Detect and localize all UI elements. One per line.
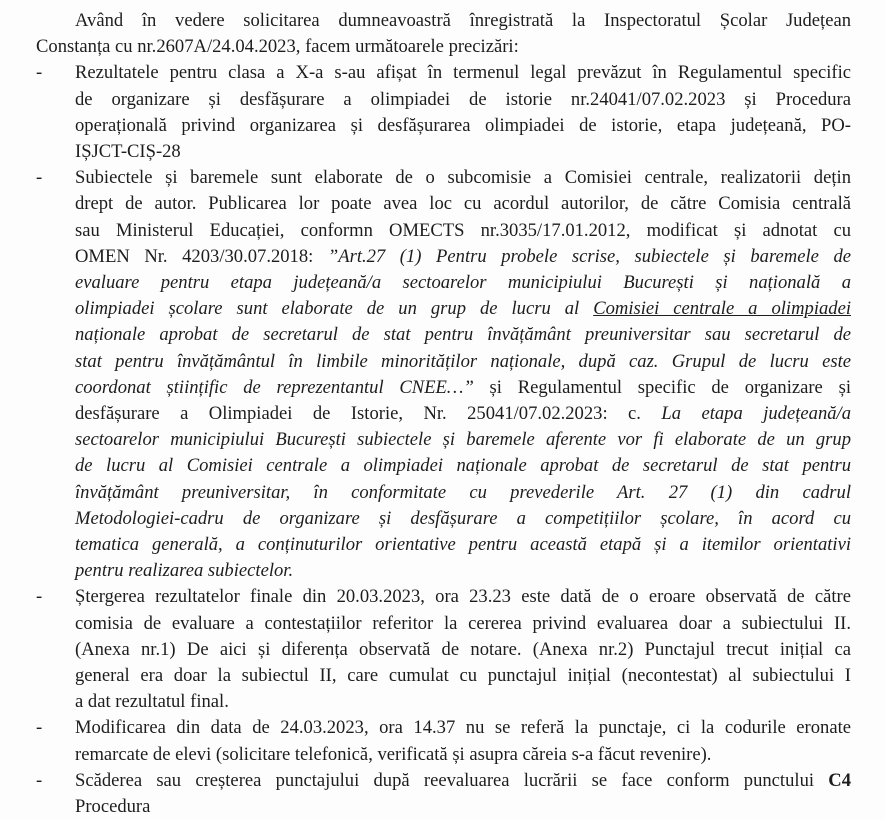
text-segment-i: de lucru al Comisiei centrale a olimpiadei naționale aprobat de secretarul de stat pentru [75, 455, 851, 477]
text-segment: a dat rezultatul final. [75, 691, 229, 713]
text-segment-i: învățământ preuniversitar, în conformitate cu prevederile Art. 27 (1) din cadrul [75, 481, 851, 503]
text-line [75, 349, 851, 375]
text-segment: IȘJCT-CIȘ-28 [75, 141, 181, 163]
text-segment: drept de autor. Publicarea lor poate avea loc cu acordul autorilor, de către Comisia centrală [75, 193, 851, 215]
text-line [75, 506, 851, 532]
text-line [75, 689, 851, 715]
text-line [75, 139, 851, 165]
text-line [75, 191, 851, 217]
bullet-dash: - [36, 167, 43, 189]
text-line [75, 165, 851, 191]
text-line [75, 453, 851, 479]
text-segment: Constanța cu nr.2607A/24.04.2023, facem următoarele precizări: [36, 36, 519, 58]
text-segment-i: sectoarelor municipiului București subiectele și baremele aferente vor fi elaborate de un grup [75, 429, 851, 451]
text-segment: remarcate de elevi (solicitare telefonică, verificată și asupra căreia s-a făcut revenire). [75, 743, 712, 765]
text-line [75, 794, 851, 820]
text-segment-i: Metodologiei-cadru de organizare și desfășurare a competițiilor școlare, în acord cu [75, 507, 851, 529]
bullet-content [75, 584, 851, 715]
intro-paragraph [36, 8, 851, 60]
text-line [75, 584, 851, 610]
text-segment: Rezultatele pentru clasa a X-a s-au afișat în termenul legal prevăzut în Regulamentul specific [75, 62, 851, 84]
text-segment-i: naționale aprobat de secretarul de stat pentru învățământ preuniversitar sau secretarul de [75, 324, 851, 346]
text-line [75, 715, 851, 741]
text-line [75, 742, 851, 768]
text-line [75, 768, 851, 794]
text-line [75, 558, 851, 584]
text-segment-i: stat pentru învățământul în limbile minorităților naționale, după caz. Grupul de lucru este [75, 350, 851, 372]
text-line [75, 270, 851, 296]
bullet-item-2 [36, 165, 851, 584]
text-line [75, 60, 851, 86]
bullet-dash: - [36, 586, 43, 608]
text-segment: și Regulamentul specific de organizare și [473, 376, 851, 398]
text-line [36, 8, 851, 34]
text-line [75, 401, 851, 427]
text-line [75, 244, 851, 270]
text-segment: (Anexa nr.1) De aici și diferența observată de notare. (Anexa nr.2) Punctajul trecut inițial ca [75, 638, 851, 660]
bullet-content [75, 715, 851, 767]
text-segment: general era doar la subiectul II, care cumulat cu punctajul inițial (necontestat) al subiectului I [75, 665, 851, 687]
text-line [75, 637, 851, 663]
text-segment-i: tematica generală, a conținuturilor orientative pentru această etapă și a itemilor orientativi [75, 534, 851, 556]
bullet-item-1 [36, 60, 851, 165]
text-segment: Având în vedere solicitarea dumneavoastră înregistrată la Inspectoratul Școlar Județean [75, 10, 851, 31]
text-segment: desfășurare a Olimpiadei de Istorie, Nr. 25041/07.02.2023: c. [75, 403, 662, 425]
text-segment-i: ”Art.27 (1) Pentru probele scrise, subiectele și baremele de [327, 245, 851, 267]
bullet-item-4 [36, 715, 851, 767]
text-segment: Subiectele și baremele sunt elaborate de o subcomisie a Comisiei centrale, realizatorii dețin [75, 167, 851, 189]
text-segment: Procedura [75, 796, 151, 818]
text-segment: de organizare și desfășurare a olimpiadei de istorie nr.24041/07.02.2023 și Procedura [75, 88, 851, 110]
text-line [75, 296, 851, 322]
text-line [75, 480, 851, 506]
bullet-content [75, 165, 851, 584]
text-segment: sau Ministerul Educației, conformn OMECTS nr.3035/17.01.2012, modificat și adnotat cu [75, 219, 851, 241]
text-segment-i: olimpiadei școlare sunt elaborate de un grup de lucru al [75, 298, 594, 320]
text-segment: Scăderea sau creșterea punctajului după reevaluarea lucrării se face conform punctului [75, 769, 829, 791]
text-line [75, 375, 851, 401]
bullet-dash: - [36, 769, 43, 791]
text-segment: OMEN Nr. 4203/30.07.2018: [75, 245, 328, 267]
text-segment: Modificarea din data de 24.03.2023, ora 14.37 nu se referă la punctaje, ci la codurile eronate [75, 717, 851, 739]
text-line [36, 34, 851, 60]
text-line [75, 663, 851, 689]
bullet-content [75, 60, 851, 165]
text-segment-b: C4 [828, 769, 851, 791]
text-segment: operațională privind organizarea și desfășurarea olimpiadei de istorie, etapa județeană, PO- [75, 114, 851, 136]
text-segment: Ștergerea rezultatelor finale din 20.03.2023, ora 23.23 este dată de o eroare observată de către [75, 586, 851, 608]
bullet-content [75, 768, 851, 820]
text-line [75, 427, 851, 453]
bullet-dash: - [36, 717, 43, 739]
text-line [75, 218, 851, 244]
bullet-dash: - [36, 62, 43, 84]
bullet-item-3 [36, 584, 851, 715]
text-segment-i: evaluare pentru etapa județeană/a sectoarelor municipiului București și națională a [75, 272, 851, 294]
text-segment-i: coordonat științific de reprezentantul CNEE…” [75, 376, 474, 398]
text-line [75, 611, 851, 637]
text-line [75, 113, 851, 139]
bullet-item-5 [36, 768, 851, 820]
text-line [75, 87, 851, 113]
text-line [75, 532, 851, 558]
text-segment: comisia de evaluare a contestațiilor referitor la cererea privind evaluarea doar a subiectului II. [75, 612, 851, 634]
text-segment-i: La etapa județeană/a [661, 403, 851, 425]
text-line [75, 322, 851, 348]
text-segment-iu: Comisiei centrale a olimpiadei [593, 298, 851, 320]
text-segment-i: pentru realizarea subiectelor. [75, 560, 294, 582]
